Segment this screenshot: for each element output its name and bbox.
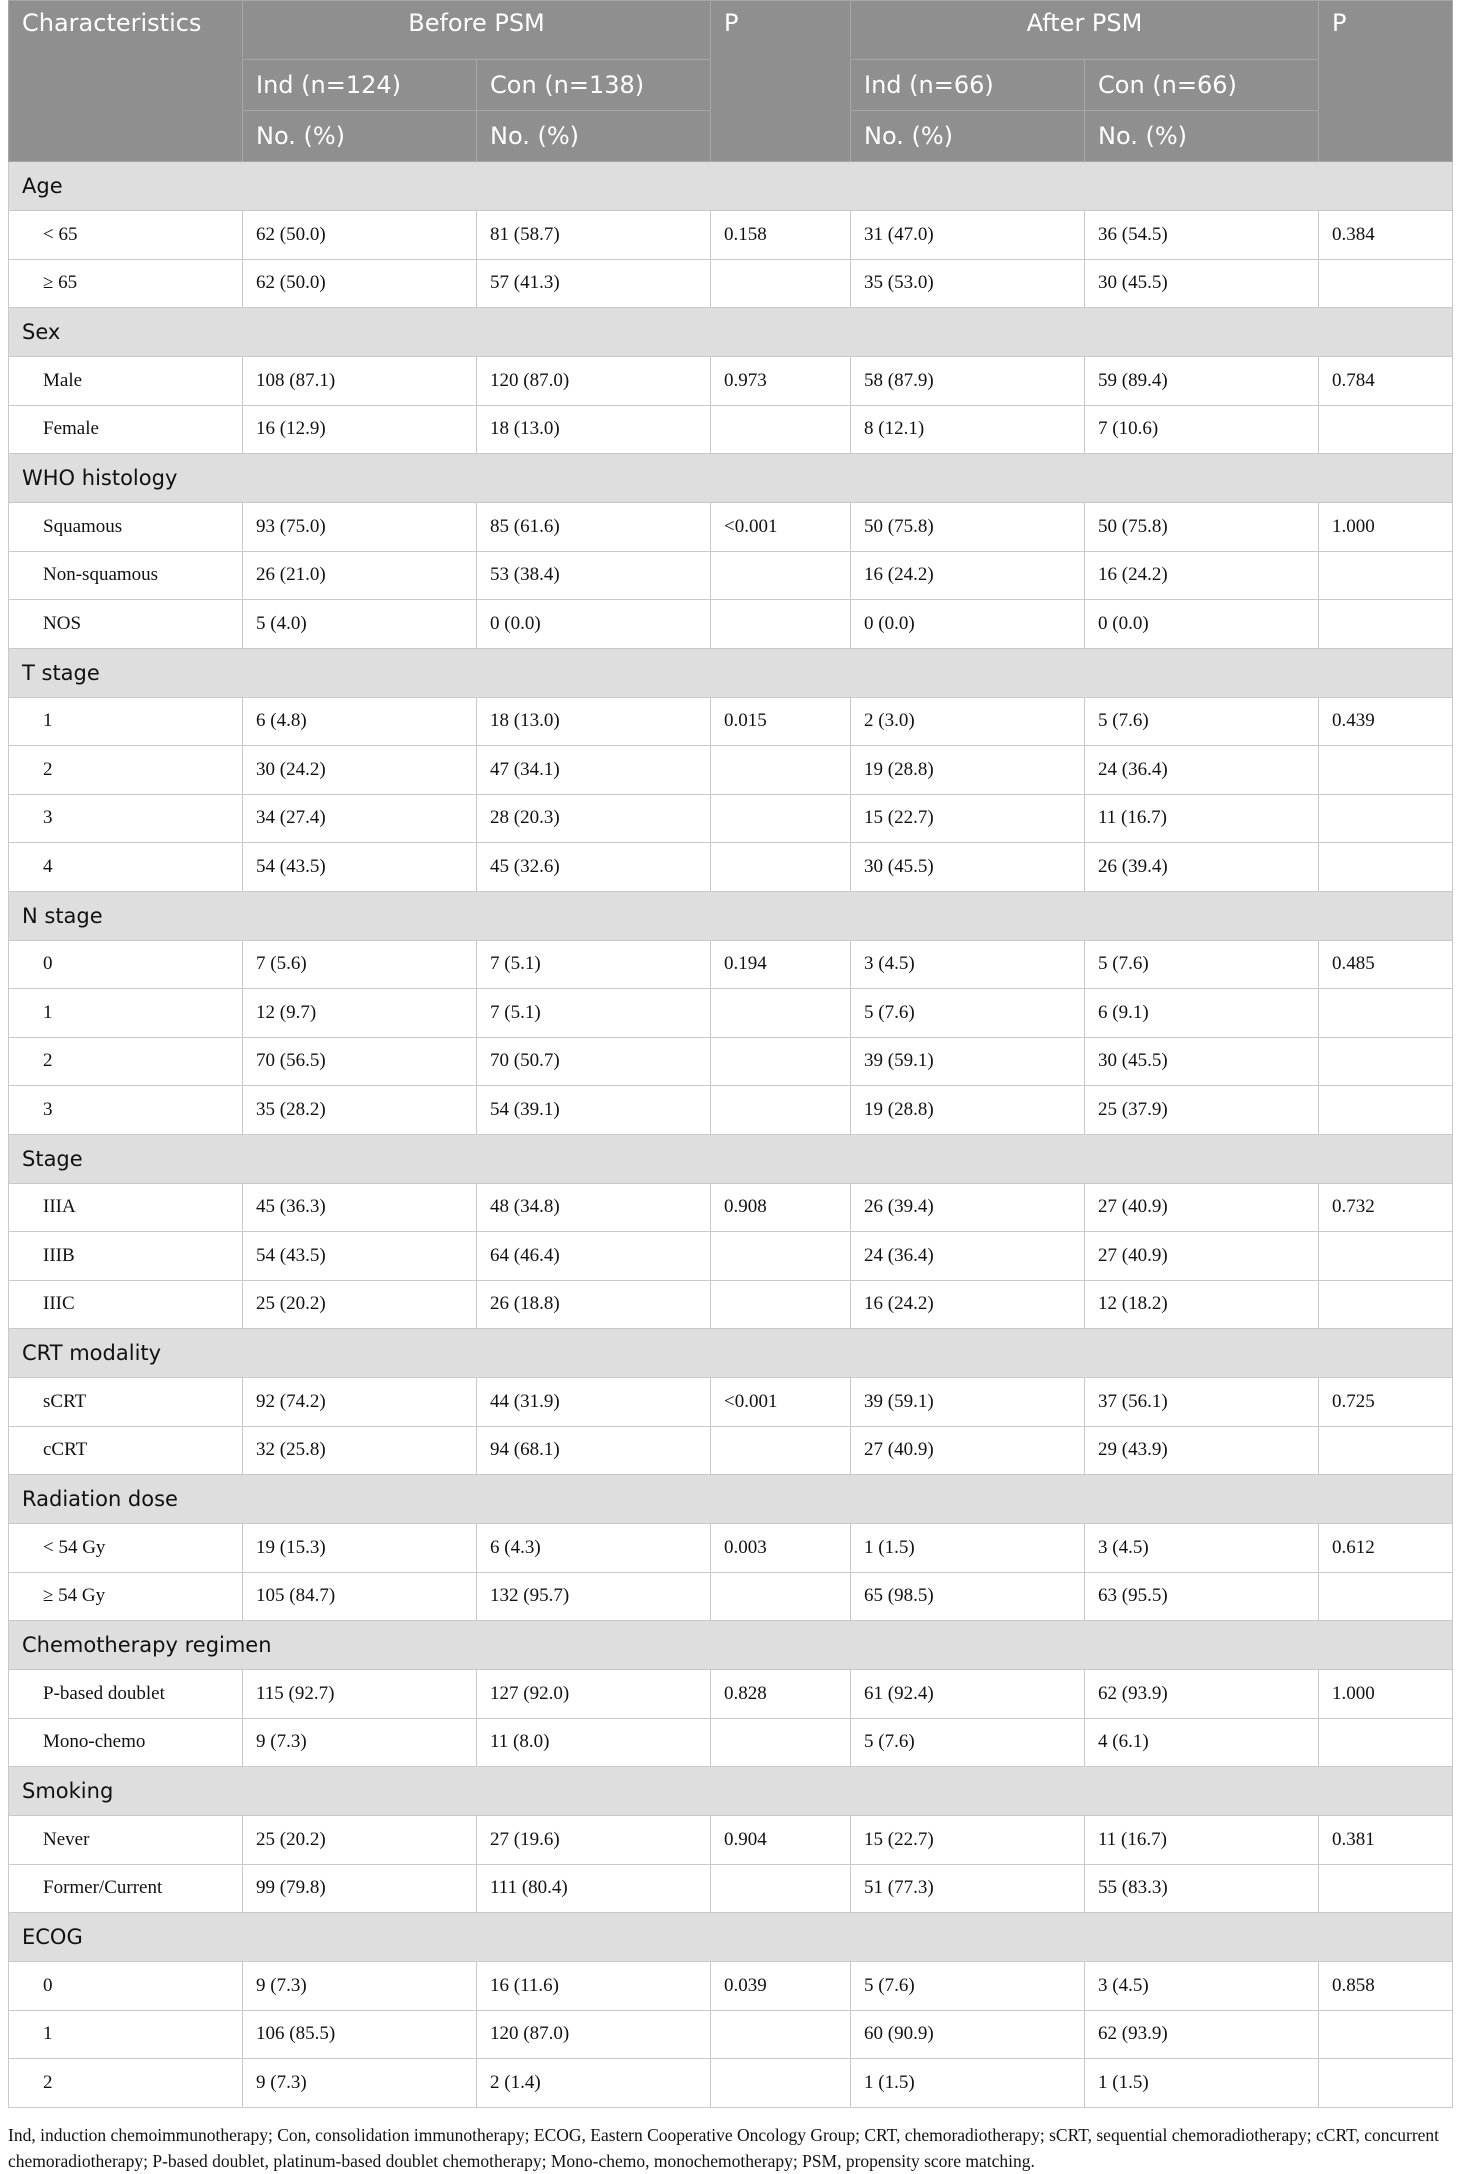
cell-p-before: [711, 259, 851, 308]
cell-con-before: 27 (19.6): [477, 1816, 711, 1865]
section-title: T stage: [9, 648, 1453, 697]
cell-p-before: <0.001: [711, 503, 851, 552]
cell-ind-before: 9 (7.3): [243, 1718, 477, 1767]
row-label: 4: [9, 843, 243, 892]
row-label: sCRT: [9, 1378, 243, 1427]
cell-p-after: [1319, 746, 1453, 795]
cell-p-after: [1319, 989, 1453, 1038]
cell-con-after: 27 (40.9): [1085, 1232, 1319, 1281]
cell-p-after: 0.725: [1319, 1378, 1453, 1427]
section-header-row: [9, 648, 1453, 697]
cell-ind-before: 35 (28.2): [243, 1086, 477, 1135]
row-label: 3: [9, 1086, 243, 1135]
row-label: 0: [9, 940, 243, 989]
cell-p-before: [711, 1864, 851, 1913]
cell-ind-before: 106 (85.5): [243, 2010, 477, 2059]
cell-con-after: 25 (37.9): [1085, 1086, 1319, 1135]
cell-con-before: 7 (5.1): [477, 940, 711, 989]
cell-con-after: 5 (7.6): [1085, 697, 1319, 746]
cell-p-after: 0.384: [1319, 211, 1453, 260]
cell-ind-after: 31 (47.0): [851, 211, 1085, 260]
table-row: [9, 697, 1453, 746]
cell-p-after: [1319, 843, 1453, 892]
cell-ind-after: 35 (53.0): [851, 259, 1085, 308]
cell-con-before: 44 (31.9): [477, 1378, 711, 1427]
section-title: Smoking: [9, 1767, 1453, 1816]
cell-ind-after: 16 (24.2): [851, 1280, 1085, 1329]
row-label: < 54 Gy: [9, 1524, 243, 1573]
row-label: 3: [9, 794, 243, 843]
cell-ind-after: 8 (12.1): [851, 405, 1085, 454]
cell-ind-after: 39 (59.1): [851, 1378, 1085, 1427]
cell-con-before: 18 (13.0): [477, 405, 711, 454]
cell-ind-after: 60 (90.9): [851, 2010, 1085, 2059]
cell-p-before: [711, 1037, 851, 1086]
cell-ind-before: 34 (27.4): [243, 794, 477, 843]
cell-ind-before: 105 (84.7): [243, 1572, 477, 1621]
cell-con-after: 63 (95.5): [1085, 1572, 1319, 1621]
header-characteristics: Characteristics: [9, 1, 243, 162]
row-label: 2: [9, 1037, 243, 1086]
row-label: IIIB: [9, 1232, 243, 1281]
cell-p-before: [711, 1280, 851, 1329]
section-title: ECOG: [9, 1913, 1453, 1962]
table-row: [9, 1426, 1453, 1475]
cell-ind-after: 15 (22.7): [851, 794, 1085, 843]
row-label: cCRT: [9, 1426, 243, 1475]
row-label: Never: [9, 1816, 243, 1865]
cell-p-after: 0.612: [1319, 1524, 1453, 1573]
cell-con-before: 54 (39.1): [477, 1086, 711, 1135]
cell-ind-before: 26 (21.0): [243, 551, 477, 600]
header-ind-before: Ind (n=124): [243, 60, 477, 111]
cell-p-after: [1319, 1086, 1453, 1135]
cell-p-after: [1319, 1280, 1453, 1329]
cell-p-after: [1319, 1426, 1453, 1475]
table-row: [9, 503, 1453, 552]
cell-p-before: [711, 843, 851, 892]
row-label: ≥ 54 Gy: [9, 1572, 243, 1621]
cell-con-before: 28 (20.3): [477, 794, 711, 843]
section-title: CRT modality: [9, 1329, 1453, 1378]
header-after-psm: After PSM: [851, 1, 1319, 60]
cell-ind-after: 3 (4.5): [851, 940, 1085, 989]
cell-p-before: [711, 551, 851, 600]
cell-ind-before: 6 (4.8): [243, 697, 477, 746]
table-row: [9, 1962, 1453, 2011]
cell-ind-before: 16 (12.9): [243, 405, 477, 454]
cell-p-after: [1319, 551, 1453, 600]
cell-p-after: 0.381: [1319, 1816, 1453, 1865]
cell-ind-after: 19 (28.8): [851, 746, 1085, 795]
cell-con-after: 37 (56.1): [1085, 1378, 1319, 1427]
section-header-row: [9, 1913, 1453, 1962]
cell-ind-after: 51 (77.3): [851, 1864, 1085, 1913]
cell-ind-before: 93 (75.0): [243, 503, 477, 552]
section-header-row: [9, 454, 1453, 503]
cell-con-after: 11 (16.7): [1085, 1816, 1319, 1865]
cell-con-before: 6 (4.3): [477, 1524, 711, 1573]
table-row: [9, 405, 1453, 454]
table-row: [9, 600, 1453, 649]
cell-con-before: 70 (50.7): [477, 1037, 711, 1086]
cell-p-after: [1319, 405, 1453, 454]
table-row: [9, 843, 1453, 892]
table-body: [9, 162, 1453, 2108]
cell-p-before: [711, 1086, 851, 1135]
table-row: [9, 1232, 1453, 1281]
table-row: [9, 2059, 1453, 2108]
cell-con-after: 3 (4.5): [1085, 1962, 1319, 2011]
table-row: [9, 551, 1453, 600]
cell-ind-before: 108 (87.1): [243, 357, 477, 406]
cell-con-after: 0 (0.0): [1085, 600, 1319, 649]
cell-p-before: [711, 1572, 851, 1621]
header-con-before: Con (n=138): [477, 60, 711, 111]
row-label: Non-squamous: [9, 551, 243, 600]
cell-ind-before: 54 (43.5): [243, 1232, 477, 1281]
cell-con-before: 11 (8.0): [477, 1718, 711, 1767]
cell-ind-before: 92 (74.2): [243, 1378, 477, 1427]
table-row: [9, 989, 1453, 1038]
cell-ind-before: 30 (24.2): [243, 746, 477, 795]
baseline-characteristics-table: [8, 0, 1453, 2108]
cell-ind-before: 5 (4.0): [243, 600, 477, 649]
cell-ind-before: 115 (92.7): [243, 1670, 477, 1719]
cell-con-before: 85 (61.6): [477, 503, 711, 552]
cell-con-after: 24 (36.4): [1085, 746, 1319, 795]
cell-con-before: 57 (41.3): [477, 259, 711, 308]
table-row: [9, 1183, 1453, 1232]
header-ind-after: Ind (n=66): [851, 60, 1085, 111]
cell-ind-after: 19 (28.8): [851, 1086, 1085, 1135]
cell-p-before: 0.015: [711, 697, 851, 746]
cell-p-after: [1319, 794, 1453, 843]
cell-ind-before: 7 (5.6): [243, 940, 477, 989]
row-label: Male: [9, 357, 243, 406]
cell-con-before: 111 (80.4): [477, 1864, 711, 1913]
cell-p-before: [711, 1426, 851, 1475]
header-row-groups: [9, 1, 1453, 60]
table-row: [9, 211, 1453, 260]
cell-con-before: 120 (87.0): [477, 2010, 711, 2059]
cell-con-before: 45 (32.6): [477, 843, 711, 892]
table-row: [9, 746, 1453, 795]
table-row: [9, 1864, 1453, 1913]
cell-p-before: 0.908: [711, 1183, 851, 1232]
row-label: 0: [9, 1962, 243, 2011]
cell-p-before: [711, 600, 851, 649]
cell-con-after: 55 (83.3): [1085, 1864, 1319, 1913]
row-label: IIIA: [9, 1183, 243, 1232]
cell-ind-before: 25 (20.2): [243, 1816, 477, 1865]
cell-ind-after: 61 (92.4): [851, 1670, 1085, 1719]
cell-con-after: 29 (43.9): [1085, 1426, 1319, 1475]
section-header-row: [9, 1621, 1453, 1670]
cell-con-after: 36 (54.5): [1085, 211, 1319, 260]
cell-ind-after: 5 (7.6): [851, 989, 1085, 1038]
cell-ind-before: 9 (7.3): [243, 2059, 477, 2108]
cell-ind-after: 1 (1.5): [851, 1524, 1085, 1573]
row-label: Mono-chemo: [9, 1718, 243, 1767]
row-label: Female: [9, 405, 243, 454]
cell-ind-after: 27 (40.9): [851, 1426, 1085, 1475]
cell-p-before: 0.973: [711, 357, 851, 406]
cell-p-after: 0.732: [1319, 1183, 1453, 1232]
row-label: Former/Current: [9, 1864, 243, 1913]
section-header-row: [9, 1767, 1453, 1816]
cell-con-before: 48 (34.8): [477, 1183, 711, 1232]
cell-p-before: 0.904: [711, 1816, 851, 1865]
section-header-row: [9, 162, 1453, 211]
cell-ind-before: 12 (9.7): [243, 989, 477, 1038]
section-header-row: [9, 1329, 1453, 1378]
cell-p-after: [1319, 600, 1453, 649]
cell-ind-before: 25 (20.2): [243, 1280, 477, 1329]
table-row: [9, 357, 1453, 406]
cell-ind-before: 32 (25.8): [243, 1426, 477, 1475]
table-row: [9, 1718, 1453, 1767]
section-header-row: [9, 1134, 1453, 1183]
row-label: < 65: [9, 211, 243, 260]
cell-con-after: 1 (1.5): [1085, 2059, 1319, 2108]
cell-ind-before: 70 (56.5): [243, 1037, 477, 1086]
cell-p-after: 1.000: [1319, 503, 1453, 552]
cell-p-before: 0.194: [711, 940, 851, 989]
cell-p-before: 0.158: [711, 211, 851, 260]
row-label: 1: [9, 697, 243, 746]
cell-p-before: [711, 989, 851, 1038]
table-row: [9, 794, 1453, 843]
cell-con-before: 127 (92.0): [477, 1670, 711, 1719]
cell-p-before: 0.828: [711, 1670, 851, 1719]
cell-ind-after: 30 (45.5): [851, 843, 1085, 892]
cell-p-before: [711, 1232, 851, 1281]
cell-p-after: [1319, 1718, 1453, 1767]
cell-ind-after: 50 (75.8): [851, 503, 1085, 552]
cell-p-after: [1319, 2010, 1453, 2059]
row-label: 2: [9, 2059, 243, 2108]
cell-con-after: 30 (45.5): [1085, 259, 1319, 308]
section-title: Sex: [9, 308, 1453, 357]
cell-p-before: [711, 2010, 851, 2059]
cell-ind-after: 5 (7.6): [851, 1718, 1085, 1767]
cell-p-after: 1.000: [1319, 1670, 1453, 1719]
cell-ind-before: 62 (50.0): [243, 211, 477, 260]
cell-ind-before: 54 (43.5): [243, 843, 477, 892]
row-label: 2: [9, 746, 243, 795]
cell-ind-after: 2 (3.0): [851, 697, 1085, 746]
table-header: [9, 1, 1453, 162]
row-label: Squamous: [9, 503, 243, 552]
cell-ind-after: 0 (0.0): [851, 600, 1085, 649]
header-p-before: P: [711, 1, 851, 162]
cell-con-before: 26 (18.8): [477, 1280, 711, 1329]
section-title: WHO histology: [9, 454, 1453, 503]
table-row: [9, 1378, 1453, 1427]
cell-p-before: [711, 794, 851, 843]
cell-ind-before: 19 (15.3): [243, 1524, 477, 1573]
cell-con-before: 18 (13.0): [477, 697, 711, 746]
cell-con-before: 53 (38.4): [477, 551, 711, 600]
section-header-row: [9, 891, 1453, 940]
cell-con-after: 6 (9.1): [1085, 989, 1319, 1038]
cell-p-after: 0.858: [1319, 1962, 1453, 2011]
cell-ind-before: 9 (7.3): [243, 1962, 477, 2011]
table-row: [9, 1280, 1453, 1329]
cell-p-after: [1319, 1864, 1453, 1913]
cell-con-before: 2 (1.4): [477, 2059, 711, 2108]
section-title: Stage: [9, 1134, 1453, 1183]
cell-ind-before: 99 (79.8): [243, 1864, 477, 1913]
header-unit: No. (%): [477, 111, 711, 162]
cell-p-before: 0.003: [711, 1524, 851, 1573]
header-con-after: Con (n=66): [1085, 60, 1319, 111]
header-before-psm: Before PSM: [243, 1, 711, 60]
cell-ind-after: 39 (59.1): [851, 1037, 1085, 1086]
row-label: IIIC: [9, 1280, 243, 1329]
table-row: [9, 1572, 1453, 1621]
table-row: [9, 259, 1453, 308]
section-title: N stage: [9, 891, 1453, 940]
cell-p-before: 0.039: [711, 1962, 851, 2011]
section-header-row: [9, 1475, 1453, 1524]
cell-p-before: [711, 405, 851, 454]
cell-con-after: 3 (4.5): [1085, 1524, 1319, 1573]
table-row: [9, 1086, 1453, 1135]
cell-ind-after: 65 (98.5): [851, 1572, 1085, 1621]
table-row: [9, 1524, 1453, 1573]
cell-con-before: 120 (87.0): [477, 357, 711, 406]
cell-ind-after: 1 (1.5): [851, 2059, 1085, 2108]
section-title: Radiation dose: [9, 1475, 1453, 1524]
cell-ind-after: 26 (39.4): [851, 1183, 1085, 1232]
header-unit: No. (%): [1085, 111, 1319, 162]
cell-p-after: [1319, 1572, 1453, 1621]
cell-ind-after: 58 (87.9): [851, 357, 1085, 406]
table-row: [9, 1037, 1453, 1086]
table-row: [9, 2010, 1453, 2059]
cell-ind-before: 45 (36.3): [243, 1183, 477, 1232]
cell-ind-after: 15 (22.7): [851, 1816, 1085, 1865]
table-row: [9, 1816, 1453, 1865]
cell-con-after: 50 (75.8): [1085, 503, 1319, 552]
cell-con-before: 94 (68.1): [477, 1426, 711, 1475]
cell-p-before: [711, 1718, 851, 1767]
row-label: NOS: [9, 600, 243, 649]
cell-p-before: [711, 2059, 851, 2108]
cell-con-before: 132 (95.7): [477, 1572, 711, 1621]
cell-p-after: [1319, 2059, 1453, 2108]
cell-p-after: 0.784: [1319, 357, 1453, 406]
section-header-row: [9, 308, 1453, 357]
cell-p-before: <0.001: [711, 1378, 851, 1427]
header-unit: No. (%): [243, 111, 477, 162]
cell-con-after: 11 (16.7): [1085, 794, 1319, 843]
cell-con-before: 16 (11.6): [477, 1962, 711, 2011]
table-row: [9, 1670, 1453, 1719]
cell-p-before: [711, 746, 851, 795]
row-label: ≥ 65: [9, 259, 243, 308]
cell-con-before: 7 (5.1): [477, 989, 711, 1038]
table-footnote: Ind, induction chemoimmunotherapy; Con, consolidation immunotherapy; ECOG, Eastern Cooperative Oncology Group; CRT, chemoradiotherapy; sCRT, sequential chemoradiotherapy; cCRT, concurrent chemoradiotherapy; P-based doublet, platinum-based doublet chemotherapy; Mono-chemo, monochemotherapy; PSM, propensity score matching.: [8, 2125, 1440, 2171]
header-p-after: P: [1319, 1, 1453, 162]
cell-con-after: 16 (24.2): [1085, 551, 1319, 600]
cell-ind-before: 62 (50.0): [243, 259, 477, 308]
section-title: Age: [9, 162, 1453, 211]
cell-con-before: 81 (58.7): [477, 211, 711, 260]
row-label: P-based doublet: [9, 1670, 243, 1719]
cell-p-after: 0.439: [1319, 697, 1453, 746]
cell-con-after: 12 (18.2): [1085, 1280, 1319, 1329]
cell-con-before: 47 (34.1): [477, 746, 711, 795]
cell-p-after: [1319, 259, 1453, 308]
header-unit: No. (%): [851, 111, 1085, 162]
cell-ind-after: 5 (7.6): [851, 1962, 1085, 2011]
cell-con-before: 64 (46.4): [477, 1232, 711, 1281]
cell-p-after: [1319, 1037, 1453, 1086]
cell-p-after: [1319, 1232, 1453, 1281]
cell-ind-after: 16 (24.2): [851, 551, 1085, 600]
cell-con-after: 59 (89.4): [1085, 357, 1319, 406]
cell-con-after: 27 (40.9): [1085, 1183, 1319, 1232]
cell-ind-after: 24 (36.4): [851, 1232, 1085, 1281]
table-row: [9, 940, 1453, 989]
cell-con-before: 0 (0.0): [477, 600, 711, 649]
row-label: 1: [9, 989, 243, 1038]
cell-con-after: 30 (45.5): [1085, 1037, 1319, 1086]
cell-con-after: 26 (39.4): [1085, 843, 1319, 892]
cell-con-after: 4 (6.1): [1085, 1718, 1319, 1767]
section-title: Chemotherapy regimen: [9, 1621, 1453, 1670]
cell-p-after: 0.485: [1319, 940, 1453, 989]
cell-con-after: 7 (10.6): [1085, 405, 1319, 454]
cell-con-after: 5 (7.6): [1085, 940, 1319, 989]
cell-con-after: 62 (93.9): [1085, 2010, 1319, 2059]
row-label: 1: [9, 2010, 243, 2059]
cell-con-after: 62 (93.9): [1085, 1670, 1319, 1719]
